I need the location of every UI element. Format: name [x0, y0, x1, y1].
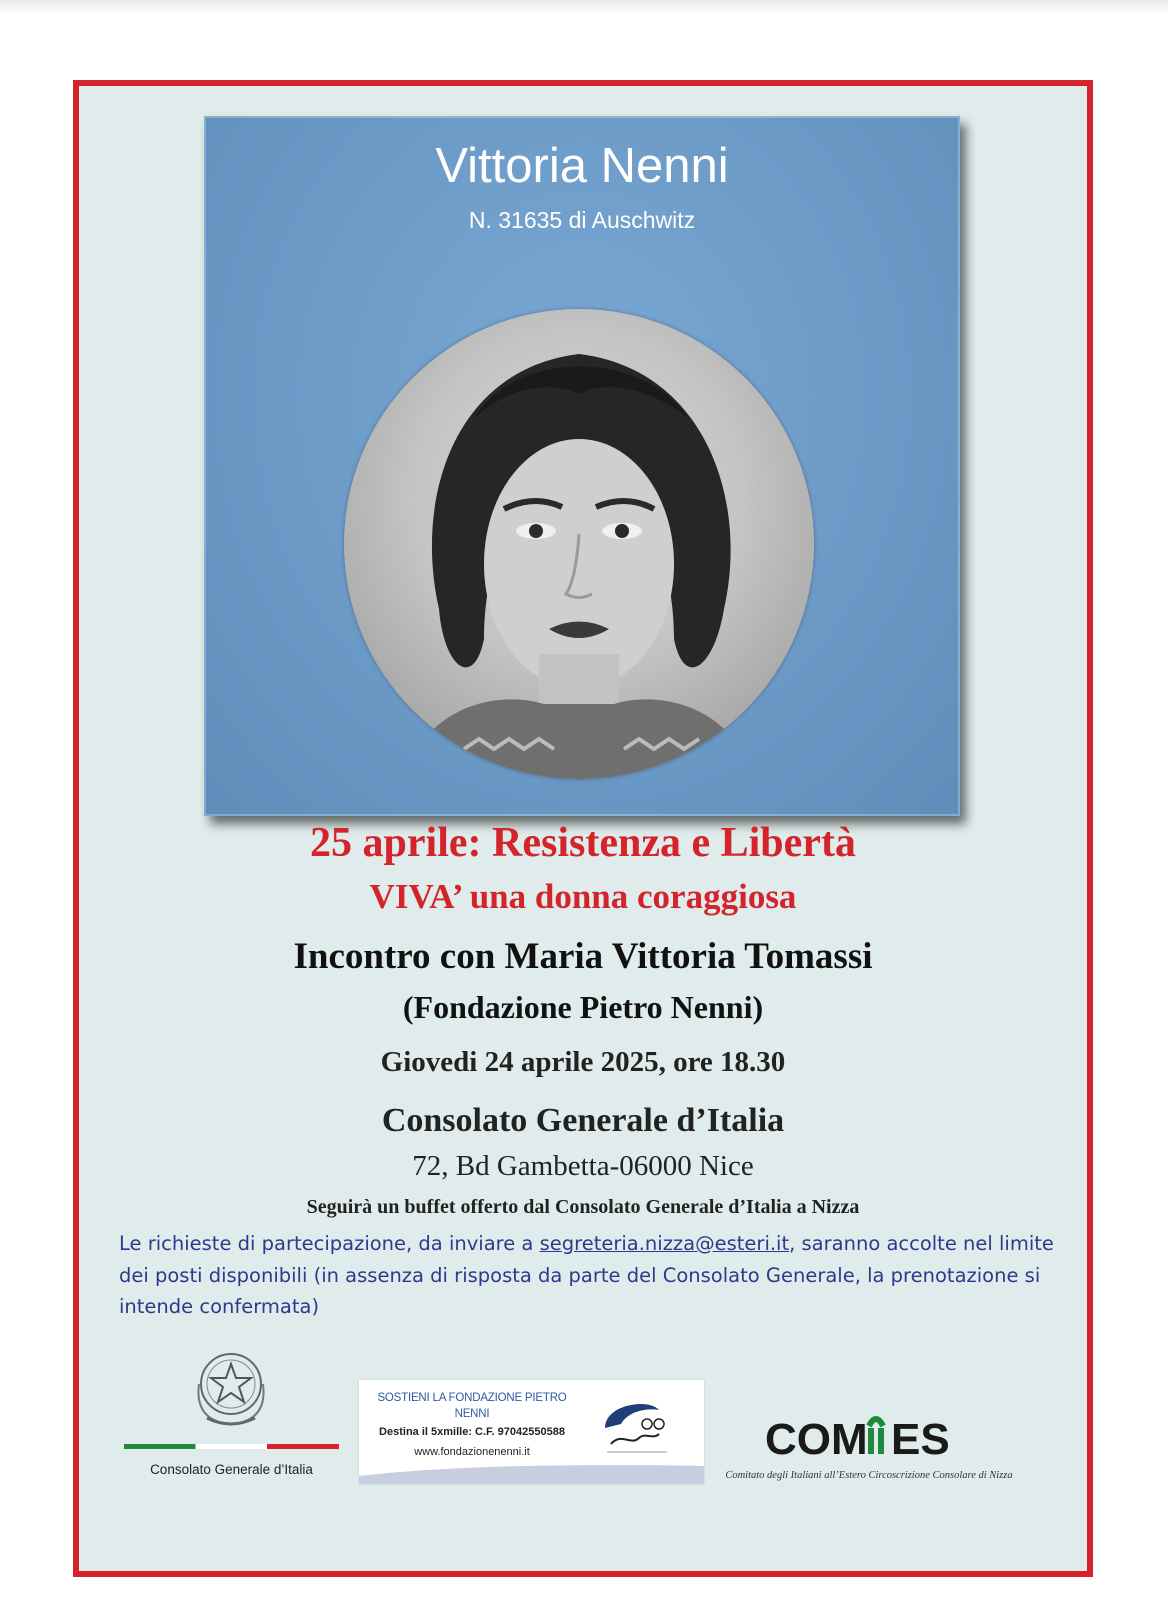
organization-name: (Fondazione Pietro Nenni)	[402, 989, 764, 1025]
nenni-banner-wave	[359, 1458, 704, 1484]
svg-text:COM: COM	[765, 1415, 868, 1462]
panel-subtitle: N. 31635 di Auschwitz	[468, 207, 696, 233]
venue-name: Consolato Generale d’Italia	[381, 1102, 785, 1139]
comites-label: Comitato degli Italiani all’Estero Circoscrizione Consolare di Nizza	[725, 1470, 1013, 1481]
svg-text:ES: ES	[891, 1415, 950, 1462]
top-strip	[0, 0, 1168, 14]
nenni-foundation-banner	[359, 1380, 704, 1484]
italian-flag-bar	[124, 1444, 339, 1449]
nenni-banner-line1: SOSTIENI LA FONDAZIONE PIETRO NENNI	[377, 1392, 567, 1420]
portrait-photo	[344, 309, 814, 779]
consulate-label: Consolato Generale d’Italia	[150, 1462, 313, 1477]
italian-emblem-icon	[189, 1344, 273, 1430]
rsvp-email-link[interactable]: segreteria.nizza@esteri.it	[539, 1232, 790, 1255]
photo-panel	[204, 116, 960, 816]
event-datetime: Giovedi 24 aprile 2025, ore 18.30	[380, 1046, 786, 1078]
nenni-foundation-logo-icon	[597, 1394, 677, 1466]
event-headline: 25 aprile: Resistenza e Libertà	[310, 820, 856, 866]
meeting-title: Incontro con Maria Vittoria Tomassi	[293, 936, 873, 977]
rsvp-notice-before: Le richieste di partecipazione, da inviare a	[119, 1232, 540, 1255]
event-tagline: VIVA’ una donna coraggiosa	[369, 877, 797, 916]
rsvp-notice-after: , saranno accolte nel limite dei posti disponibili (in assenza di risposta da parte del Consolato Generale, la prenotazione si intende confermata)	[119, 1232, 1054, 1318]
nenni-banner-line2: Destina il 5xmille: C.F. 97042550588	[379, 1426, 565, 1438]
event-flyer	[73, 80, 1093, 1577]
panel-title: Vittoria Nenni	[435, 139, 729, 193]
venue-address: 72, Bd Gambetta-06000 Nice	[412, 1150, 754, 1182]
rsvp-notice	[119, 1228, 1059, 1323]
nenni-banner-url: www.fondazionenenni.it	[414, 1446, 530, 1458]
comites-logo-icon	[765, 1406, 965, 1462]
buffet-note: Seguirà un buffet offerto dal Consolato Generale d’Italia a Nizza	[306, 1196, 860, 1218]
